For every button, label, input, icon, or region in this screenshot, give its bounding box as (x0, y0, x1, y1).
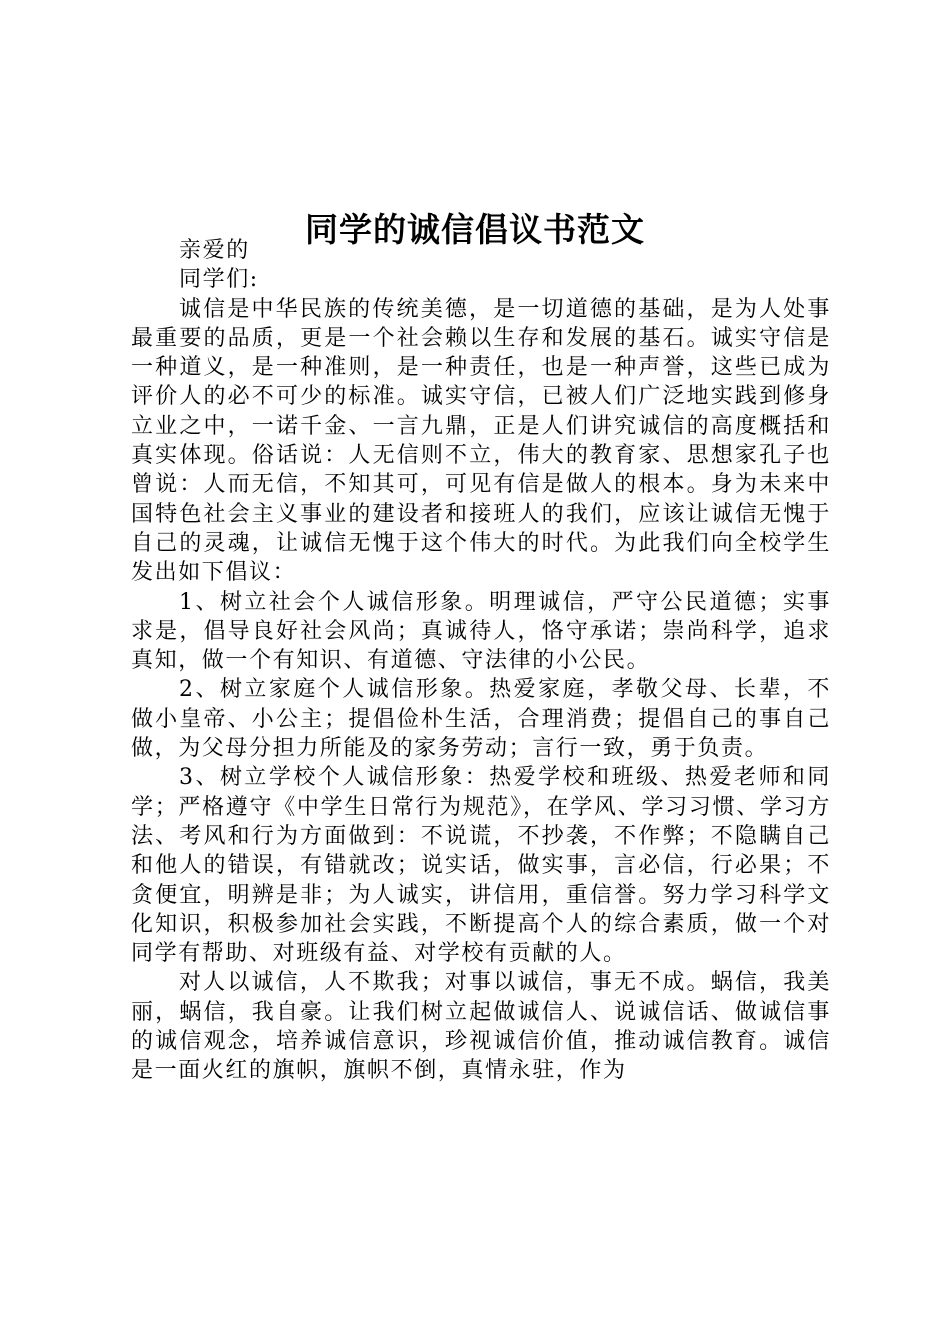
paragraph: 3、树立学校个人诚信形象：热爱学校和班级、热爱老师和同学；严格遵守《中学生日常行为规范》，在学风、学习习惯、学习方法、考风和行为方面做到：不说谎，不抄袭，不作弊；不隐瞒自己和他人的错误，有错就改；说实话，做实事，言必信，行必果；不贪便宜，明辨是非；为人诚实，讲信用，重信誉。努力学习科学文化知识，积极参加社会实践，不断提高个人的综合素质，做一个对同学有帮助、对班级有益、对学校有贡献的人。 (131, 765, 831, 967)
salutation-line: 亲爱的 (179, 238, 250, 263)
paragraph: 诚信是中华民族的传统美德，是一切道德的基础，是为人处事最重要的品质，更是一个社会赖以生存和发展的基石。诚实守信是一种道义，是一种准则，是一种责任，也是一种声誉，这些已成为评价人的必不可少的标准。诚实守信，已被人们广泛地实践到修身立业之中，一诺千金、一言九鼎，正是人们讲究诚信的高度概括和真实体现。俗话说：人无信则不立，伟大的教育家、思想家孔子也曾说：人而无信，不知其可，可见有信是做人的根本。身为未来中国特色社会主义事业的建设者和接班人的我们，应该让诚信无愧于自己的灵魂，让诚信无愧于这个伟大的时代。为此我们向全校学生发出如下倡议： (131, 296, 831, 586)
paragraph: 对人以诚信，人不欺我；对事以诚信，事无不成。蜗信，我美丽，蜗信，我自豪。让我们树立起做诚信人、说诚信话、做诚信事的诚信观念，培养诚信意识，珍视诚信价值，推动诚信教育。诚信是一面火红的旗帜，旗帜不倒，真情永驻，作为 (131, 970, 831, 1084)
document-body (131, 236, 831, 1086)
paragraph: 2、树立家庭个人诚信形象。热爱家庭，孝敬父母、长辈，不做小皇帝、小公主；提倡俭朴生活，合理消费；提倡自己的事自己做，为父母分担力所能及的家务劳动；言行一致，勇于负责。 (131, 677, 831, 762)
paragraph: 1、树立社会个人诚信形象。明理诚信，严守公民道德；实事求是，倡导良好社会风尚；真诚待人，恪守承诺；崇尚科学，追求真知，做一个有知识、有道德、守法律的小公民。 (131, 589, 831, 674)
document-title: 同学的诚信倡议书范文 (305, 210, 645, 250)
salutation-line: 同学们: (179, 267, 259, 293)
